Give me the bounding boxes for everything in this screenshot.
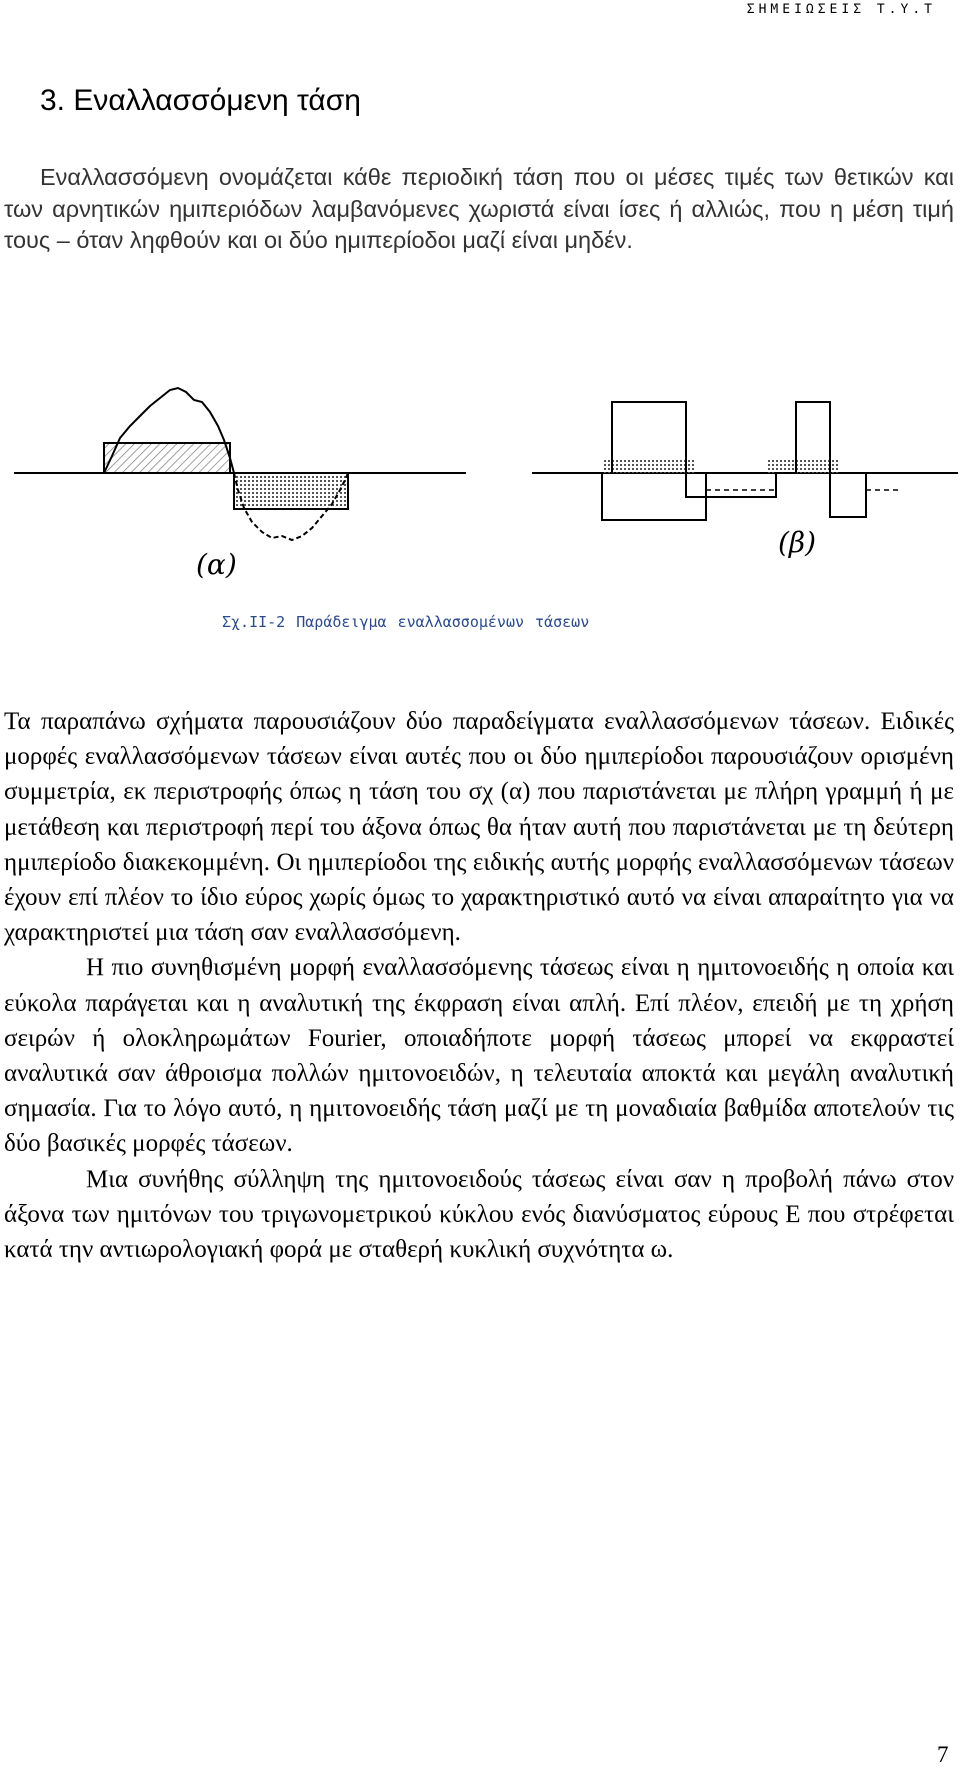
figure-caption: Σχ.ΙΙ-2 Παράδειγμα εναλλασσομένων τάσεων: [222, 613, 590, 631]
figure-label-a: (α): [196, 548, 237, 581]
mean-band-b-positive-2: [766, 458, 838, 473]
paragraph-2: Η πιο συνηθισμένη μορφή εναλλασσόμενης τάσεως είναι η ημιτονοειδής η οποία και εύκολα παράγεται και η αναλυτική της έκφραση είναι απλή. Επί πλέον, επειδή με τη χρήση σειρών ή ολοκληρωμάτων Fourier, οποιαδήποτε μορφή τάσεως μπορεί να εκφραστεί αναλυτικά σαν άθροισμα πολλών ημιτονοειδών, η τελευταία αποκτά και μεγάλη αναλυτική σημασία. Για το λόγο αυτό, η ημιτονοειδής τάση μαζί με τη μοναδιαία βαθμίδα αποτελούν τις δύο βασικές μορφές τάσεων.: [4, 954, 954, 1158]
mean-rect-a-negative: [234, 473, 348, 509]
paragraph-3: Μια συνήθης σύλληψη της ημιτονοειδούς τάσεως είναι σαν η προβολή πάνω στον άξονα των ημιτόνων του τριγωνομετρικού κύκλου ενός διανύσματος εύρους Ε που στρέφεται κατά την αντιωρολογιακή φορά με σταθερή κυκλική συχνότητα ω.: [4, 1165, 954, 1264]
section-heading: 3. Εναλλασσόμενη τάση: [40, 84, 361, 117]
page-number: 7: [937, 1742, 949, 1767]
mean-rect-a-positive: [104, 443, 230, 473]
intro-paragraph: Εναλλασσόμενη ονομάζεται κάθε περιοδική τάση που οι μέσες τιμές των θετικών και των αρνητικών ημιπεριόδων λαμβανόμενες χωριστά είναι ίσες ή αλλιώς, που η μέση τιμή τους – όταν ληφθούν και οι δύο ημιπερίοδοι μαζί είναι μηδέν.: [4, 164, 954, 253]
body-text: [4, 704, 954, 1267]
running-header: ΣΗΜΕΙΩΣΕΙΣ Τ.Υ.Τ: [746, 2, 936, 17]
figure-waveforms: [0, 340, 960, 590]
waveform-a: [14, 388, 466, 581]
mean-band-b-positive: [604, 458, 694, 473]
paragraph-1: Τα παραπάνω σχήματα παρουσιάζουν δύο παραδείγματα εναλλασσόμενων τάσεων. Ειδικές μορφές εναλλασσόμενων τάσεων είναι αυτές που οι δύο ημιπερίοδοι παρουσιάζουν ορισμένη συμμετρία, εκ περιστροφής όπως η τάση του σχ (α) που παριστάνεται με πλήρη γραμμή ή με μετάθεση και περιστροφή περί του άξονα όπως θα ήταν αυτή που παριστάνεται με τη δεύτερη ημιπερίοδο διακεκομμένη. Οι ημιπερίοδοι της ειδικής αυτής μορφής εναλλασσόμενων τάσεων έχουν επί πλέον το ίδιο εύρος χωρίς όμως το χαρακτηριστικό αυτό να είναι απαραίτητο για να χαρακτηριστεί μια τάση σαν εναλλασσόμενη.: [4, 708, 954, 947]
waveform-b: [532, 402, 958, 559]
figure-label-b: (β): [778, 526, 817, 559]
